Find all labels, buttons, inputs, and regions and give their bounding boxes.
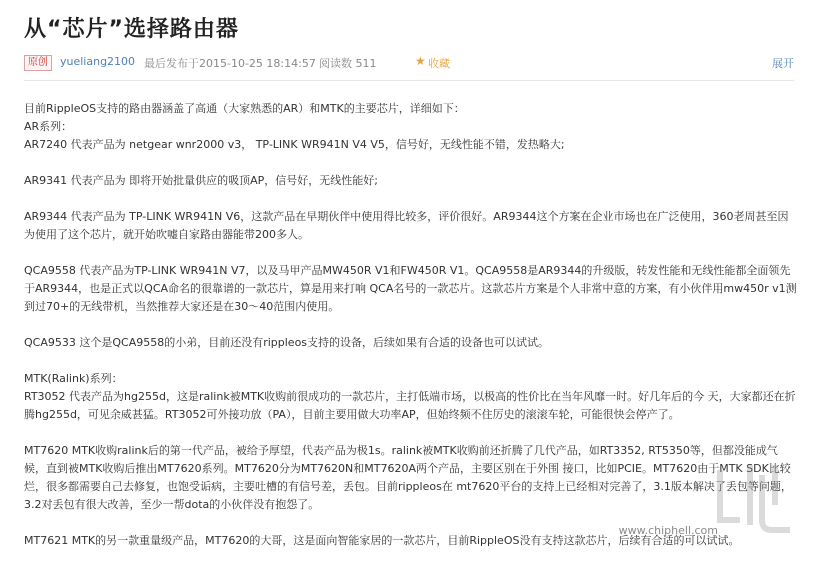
- spacer: [24, 424, 799, 442]
- spacer: [24, 190, 799, 208]
- paragraph: AR系列：: [24, 120, 73, 133]
- author-link[interactable]: yueliang2100: [60, 55, 136, 68]
- star-icon[interactable]: ★: [415, 54, 426, 68]
- watermark-text: www.chiphell.com: [618, 524, 718, 537]
- article-content: [24, 100, 799, 550]
- divider: [24, 80, 794, 81]
- favorite-button[interactable]: 收藏: [428, 57, 450, 70]
- view-count: 阅读数 511: [319, 57, 377, 70]
- paragraph: 目前RippleOS支持的路由器涵盖了高通（大家熟悉的AR）和MTK的主要芯片，详细如下：: [24, 102, 465, 115]
- paragraph: AR7240 代表产品为 netgear wnr2000 v3， TP-LINK WR941N V4 V5，信号好，无线性能不错，发热略大;: [24, 138, 565, 151]
- spacer: [24, 352, 799, 370]
- paragraph: MT7620 MTK收购ralink后的第一代产品，被给予厚望，代表产品为极1s。ralink被MTK收购前还折腾了几代产品，如RT3352, RT5350等，但都没能成气候，直到被MTK收购后推出MT7620系列。MT7620分为MT7620N和MT7620A两个产品，主要区别在于外围 接口，比如PCIE。MT7620由于MTK SDK比较烂，很多都需要自己去修复，也饱受诟病，主要吐槽的有信号差，丢包。目前rippleos在 mt7620平台的支持上已经相对完善了，3.1版本解决了丢包等问题，3.2对丢包有很大改善，至少一帮dota的小伙伴没有抱怨了。: [24, 444, 792, 511]
- publish-time: 最后发布于2015-10-25 18:14:57: [144, 57, 316, 70]
- spacer: [24, 244, 799, 262]
- paragraph: RT3052 代表产品为hg255d，这是ralink被MTK收购前很成功的一款芯片，主打低端市场，以极高的性价比在当年风靡一时。好几年后的今 天，大家都还在折腾hg255d，可见余威甚猛。RT3052可外接功放（PA），目前主要用做大功率AP，但始终频不住厉史的滚滚车轮，可能很快会停产了。: [24, 390, 796, 421]
- paragraph: MTK(Ralink)系列：: [24, 372, 123, 385]
- paragraph: AR9341 代表产品为 即将开始批量供应的吸顶AP，信号好，无线性能好;: [24, 174, 379, 187]
- paragraph: AR9344 代表产品为 TP-LINK WR941N V6，这款产品在早期伙伴中使用得比较多，评价很好。AR9344这个方案在企业市场也在广泛使用，360老周甚至因为使用了这个芯片，就开始吹嘘自家路由器能带200多人。: [24, 210, 789, 241]
- spacer: [24, 154, 799, 172]
- paragraph: QCA9558 代表产品为TP-LINK WR941N V7，以及马甲产品MW450R V1和FW450R V1。QCA9558是AR9344的升级版，转发性能和无线性能都全面领先于AR9344，也是正式以QCA命名的很靠谱的一款芯片，算是用来打响 QCA名号的一款芯片。这款芯片方案是个人非常中意的方案，有小伙伴用mw450r v1测到过70+的无线带机，当然推荐大家还是在30～40范围内使用。: [24, 264, 797, 313]
- expand-button[interactable]: 展开: [772, 57, 794, 70]
- paragraph: QCA9533 这个是QCA9558的小弟，目前还没有rippleos支持的设备，后续如果有合适的设备也可以试试。: [24, 336, 550, 349]
- article-title: 从“芯片”选择路由器: [24, 17, 239, 42]
- article-meta: [24, 54, 794, 72]
- chiphell-watermark-logo: [700, 450, 810, 560]
- original-badge: 原创: [24, 55, 52, 71]
- spacer: [24, 316, 799, 334]
- paragraph: MT7621 MTK的另一款重量级产品，MT7620的大哥，这是面向智能家居的一款芯片，目前RippleOS没有支持这款芯片，后续有合适的可以试试。: [24, 534, 740, 547]
